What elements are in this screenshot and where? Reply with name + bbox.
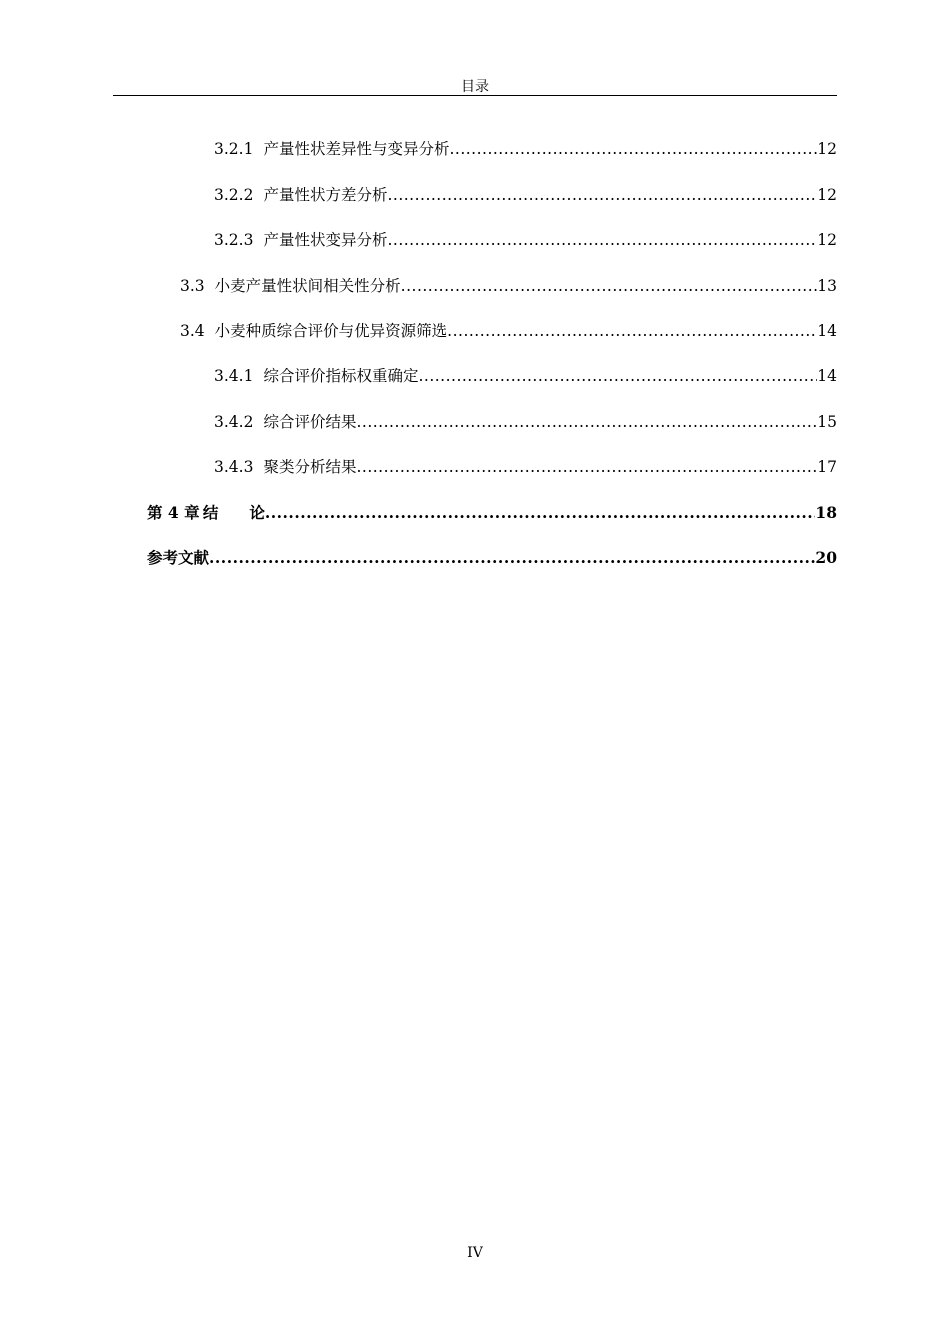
dot-leader (356, 411, 817, 433)
toc-entry-title: 结 论 (202, 503, 265, 522)
toc-entry-page: 12 (817, 231, 837, 249)
toc-entry-page: 14 (817, 322, 837, 340)
dot-leader (449, 138, 817, 160)
toc-entry-title: 小麦种质综合评价与优异资源筛选 (214, 322, 448, 340)
toc-entry-number: 3.2.3 (214, 231, 254, 249)
dot-leader (387, 229, 817, 251)
dot-leader (209, 547, 815, 569)
dot-leader (387, 184, 817, 206)
dot-leader (418, 365, 817, 387)
dot-leader (447, 320, 817, 342)
toc-entry-3-4-3[interactable] (214, 456, 837, 478)
toc-entry-page: 13 (817, 277, 837, 295)
toc-entry-3-2-3[interactable] (214, 229, 837, 251)
toc-entry-page: 20 (815, 548, 837, 567)
toc-entry-title: 聚类分析结果 (263, 458, 357, 476)
toc-entry-page: 14 (817, 367, 837, 385)
dot-leader (401, 275, 818, 297)
dot-leader (356, 456, 817, 478)
toc-entry-3-4[interactable] (180, 320, 837, 342)
page-header-title: 目录 (461, 79, 489, 95)
toc-entry-number: 3.2.1 (214, 140, 254, 158)
toc-entry-number: 3.4.2 (214, 413, 254, 431)
toc-entry-page: 12 (817, 186, 837, 204)
toc-entry-page: 18 (815, 503, 837, 522)
toc-entry-page: 12 (817, 140, 837, 158)
footer-page-number: IV (467, 1245, 483, 1261)
toc-entry-chapter-4[interactable] (147, 502, 837, 524)
toc-entry-number: 3.4 (180, 322, 205, 340)
toc-entry-number: 3.2.2 (214, 186, 254, 204)
toc-entry-number: 3.4.3 (214, 458, 254, 476)
toc-entry-3-2-1[interactable] (214, 138, 837, 160)
toc-entry-title: 综合评价结果 (263, 413, 357, 431)
toc-entry-title: 产量性状变异分析 (263, 231, 388, 249)
header-rule (113, 95, 837, 96)
toc-entry-number: 第 4 章 (147, 503, 200, 522)
dot-leader (265, 502, 816, 524)
toc-entry-title: 综合评价指标权重确定 (263, 367, 419, 385)
toc-entry-number: 3.3 (180, 277, 205, 295)
toc-entry-3-3[interactable] (180, 275, 837, 297)
toc-entry-references[interactable] (147, 547, 837, 569)
toc-entry-title: 产量性状差异性与变异分析 (263, 140, 450, 158)
toc-entry-title: 小麦产量性状间相关性分析 (214, 277, 401, 295)
toc-entry-page: 15 (817, 413, 837, 431)
toc-entry-title: 产量性状方差分析 (263, 186, 388, 204)
toc-entry-title: 参考文献 (147, 548, 210, 567)
toc-entry-page: 17 (817, 458, 837, 476)
toc-entry-3-4-1[interactable] (214, 365, 837, 387)
toc-entry-3-4-2[interactable] (214, 411, 837, 433)
toc-entry-3-2-2[interactable] (214, 184, 837, 206)
toc-entry-number: 3.4.1 (214, 367, 254, 385)
